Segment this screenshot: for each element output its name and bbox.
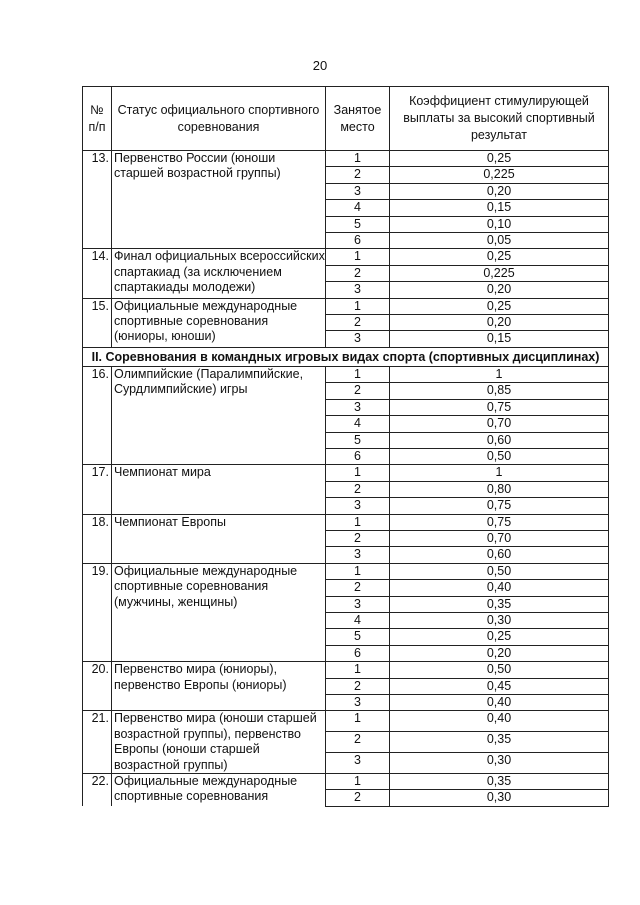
place-cell: 2 [326,315,390,331]
competition-status: Чемпионат мира [112,465,326,514]
coefficient-cell: 0,15 [390,200,609,216]
coefficient-cell: 0,70 [390,530,609,546]
competition-status: Чемпионат Европы [112,514,326,563]
place-cell: 2 [326,383,390,399]
header-place: Занятое место [326,87,390,151]
place-cell: 5 [326,216,390,232]
coefficient-cell: 0,25 [390,298,609,314]
place-cell: 1 [326,151,390,167]
place-cell: 5 [326,432,390,448]
coefficient-cell: 0,75 [390,498,609,514]
coefficient-cell: 1 [390,366,609,382]
place-cell: 3 [326,695,390,711]
place-cell: 4 [326,612,390,628]
coefficient-cell: 0,35 [390,774,609,790]
place-cell: 2 [326,790,390,806]
competition-status: Первенство мира (юниоры), первенство Европы (юниоры) [112,662,326,711]
place-cell: 3 [326,498,390,514]
place-cell: 3 [326,183,390,199]
place-cell: 3 [326,753,390,774]
row-number: 15. [83,298,112,347]
place-cell: 3 [326,282,390,298]
place-cell: 4 [326,200,390,216]
place-cell: 6 [326,645,390,661]
coefficient-cell: 0,20 [390,315,609,331]
table-row [83,298,609,314]
competition-status: Первенство мира (юноши старшей возрастной группы), первенство Европы (юноши старшей возрастной группы) [112,711,326,774]
coefficient-cell: 0,60 [390,432,609,448]
coefficient-cell: 0,50 [390,662,609,678]
row-number: 14. [83,249,112,298]
coefficient-cell: 0,25 [390,151,609,167]
table-row [83,563,609,579]
table-row [83,514,609,530]
place-cell: 1 [326,711,390,732]
coefficient-cell: 0,225 [390,167,609,183]
coefficient-cell: 0,25 [390,249,609,265]
place-cell: 1 [326,662,390,678]
row-number: 16. [83,366,112,464]
coefficient-cell: 0,40 [390,695,609,711]
coefficient-cell: 0,50 [390,563,609,579]
place-cell: 6 [326,233,390,249]
coefficient-cell: 0,30 [390,612,609,628]
place-cell: 1 [326,298,390,314]
row-number: 18. [83,514,112,563]
coefficient-cell: 1 [390,465,609,481]
table-row [83,774,609,790]
header-coefficient: Коэффициент стимулирующей выплаты за высокий спортивный результат [390,87,609,151]
coefficient-cell: 0,75 [390,399,609,415]
competition-status: Олимпийские (Паралимпийские, Сурдлимпийские) игры [112,366,326,464]
table-row [83,151,609,167]
table-body-part-2 [83,366,609,806]
coefficient-cell: 0,25 [390,629,609,645]
section-block [83,347,609,366]
place-cell: 1 [326,774,390,790]
coefficient-cell: 0,05 [390,233,609,249]
row-number: 21. [83,711,112,774]
section-title: II. Соревнования в командных игровых видах спорта (спортивных дисциплинах) [83,347,609,366]
competition-status: Официальные международные спортивные соревнования (юниоры, юноши) [112,298,326,347]
coefficient-cell: 0,45 [390,678,609,694]
place-cell: 3 [326,399,390,415]
coefficient-cell: 0,35 [390,596,609,612]
coefficient-cell: 0,75 [390,514,609,530]
coefficient-cell: 0,20 [390,183,609,199]
place-cell: 2 [326,265,390,281]
coefficient-cell: 0,20 [390,645,609,661]
coefficient-cell: 0,85 [390,383,609,399]
table-row [83,366,609,382]
coefficient-cell: 0,40 [390,711,609,732]
coefficient-cell: 0,70 [390,416,609,432]
place-cell: 3 [326,547,390,563]
coefficient-cell: 0,30 [390,753,609,774]
place-cell: 3 [326,331,390,347]
place-cell: 2 [326,167,390,183]
competition-status: Официальные международные спортивные соревнования (мужчины, женщины) [112,563,326,661]
table-header-row [83,87,609,151]
place-cell: 3 [326,596,390,612]
table-row [83,465,609,481]
coefficient-table [82,86,609,807]
page-number: 20 [312,58,328,73]
place-cell: 2 [326,481,390,497]
table-row [83,249,609,265]
coefficient-cell: 0,35 [390,732,609,753]
place-cell: 2 [326,678,390,694]
row-number: 19. [83,563,112,661]
coefficient-cell: 0,60 [390,547,609,563]
place-cell: 1 [326,249,390,265]
place-cell: 6 [326,448,390,464]
coefficient-cell: 0,50 [390,448,609,464]
header-status: Статус официального спортивного соревнования [112,87,326,151]
row-number: 20. [83,662,112,711]
row-number: 22. [83,774,112,807]
competition-status: Финал официальных всероссийских спартакиад (за исключением спартакиады молодежи) [112,249,326,298]
place-cell: 2 [326,530,390,546]
coefficient-cell: 0,20 [390,282,609,298]
row-number: 13. [83,151,112,249]
place-cell: 1 [326,366,390,382]
header-num: № п/п [83,87,112,151]
competition-status: Первенство России (юноши старшей возрастной группы) [112,151,326,249]
table-body-part-1 [83,151,609,348]
place-cell: 1 [326,465,390,481]
coefficient-cell: 0,15 [390,331,609,347]
place-cell: 1 [326,514,390,530]
table-row [83,711,609,732]
section-row [83,347,609,366]
place-cell: 2 [326,732,390,753]
competition-status: Официальные международные спортивные соревнования [112,774,326,807]
place-cell: 1 [326,563,390,579]
coefficient-cell: 0,80 [390,481,609,497]
table-row [83,662,609,678]
coefficient-cell: 0,225 [390,265,609,281]
place-cell: 2 [326,580,390,596]
row-number: 17. [83,465,112,514]
place-cell: 4 [326,416,390,432]
coefficient-cell: 0,10 [390,216,609,232]
coefficient-cell: 0,40 [390,580,609,596]
coefficient-cell: 0,30 [390,790,609,806]
place-cell: 5 [326,629,390,645]
